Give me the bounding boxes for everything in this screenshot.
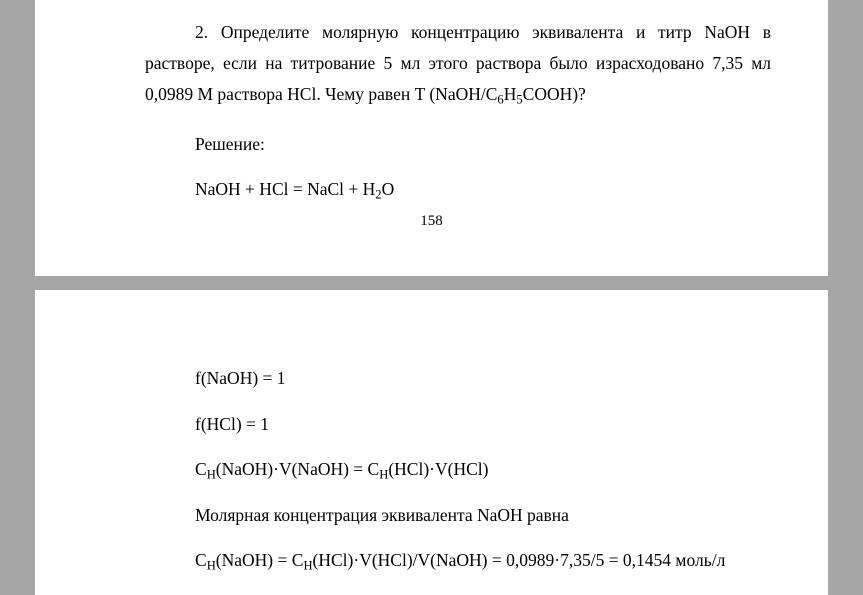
problem-text-end: COOH)? [522,84,586,104]
equivalence-law-end: (HCl)·V(HCl) [388,459,489,479]
equivalence-law [195,458,488,480]
concentration-symbol: C [195,550,207,570]
calculation-result: (HCl)·V(HCl)/V(NaOH) = 0,0989·7,35/5 = 0,1454 моль/л [312,550,726,570]
concentration-subscript: H [206,558,216,573]
reaction-equation [195,178,394,200]
page-158 [35,0,828,276]
concentration-subscript: H [303,558,313,573]
equivalence-law-middle: (NaOH)·V(NaOH) = C [215,459,380,479]
concentration-symbol: C [195,459,207,479]
molar-concentration-text: Молярная концентрация эквивалента NaOH равна [195,505,569,525]
reaction-subscript: 2 [375,187,382,202]
solution-label: Решение: [195,134,265,154]
page-number: 158 [420,213,443,229]
equivalence-factor-naoh: f(NaOH) = 1 [195,368,286,388]
calculation [195,549,725,571]
concentration-subscript: H [379,467,389,482]
subscript-5: 5 [516,92,523,107]
problem-text-h: H [503,84,517,104]
calculation-middle: (NaOH) = C [215,550,304,570]
reaction-left: NaOH + HCl = NaCl + H [195,179,376,199]
problem-statement [145,17,771,110]
subscript-6: 6 [497,92,504,107]
page-159 [35,290,828,595]
reaction-right: O [381,179,395,199]
concentration-subscript: H [206,467,216,482]
problem-text: 2. Определите молярную концентрацию эквивалента и титр NaOH в растворе, если на титрование 5 мл этого раствора было израсходовано 7,35 мл 0,0989 М раствора HCl. Чему равен T (NaOH/C [145,22,771,104]
equivalence-factor-hcl: f(HCl) = 1 [195,414,270,434]
